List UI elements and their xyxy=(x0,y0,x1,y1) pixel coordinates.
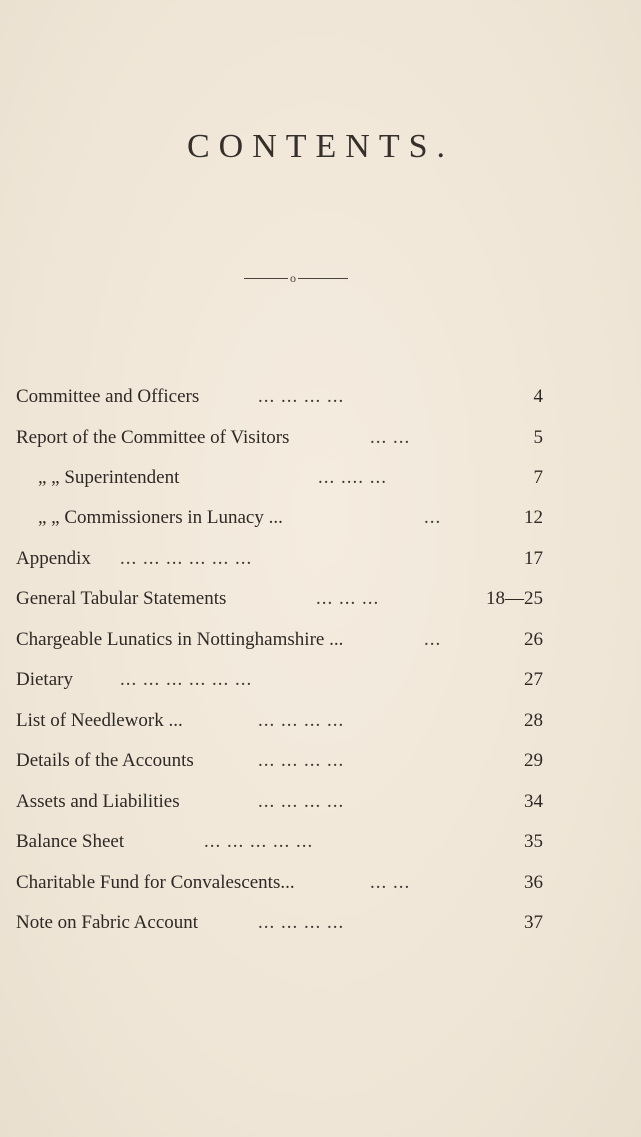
toc-entry-general-tabular xyxy=(0,584,641,614)
toc-leader-dots: ... ... ... ... ... ... xyxy=(120,669,253,690)
toc-entry-label: Balance Sheet xyxy=(16,831,125,852)
toc-entry-accounts xyxy=(0,746,641,776)
toc-page-number: 18—25 xyxy=(486,588,543,609)
toc-page-number: 5 xyxy=(533,427,543,448)
toc-page-number: 4 xyxy=(533,386,543,407)
divider-line-left xyxy=(244,278,288,279)
toc-leader-dots: ... .... ... xyxy=(318,467,387,488)
toc-entry-committee xyxy=(0,382,641,412)
toc-page-number: 34 xyxy=(524,791,543,812)
toc-entry-label: Charitable Fund for Convalescents... xyxy=(16,872,295,893)
toc-entry-label: „ „ Superintendent xyxy=(38,467,180,488)
toc-entry-label: Committee and Officers xyxy=(16,386,200,407)
toc-leader-dots: ... ... ... ... ... ... xyxy=(120,548,253,569)
toc-entry-needlework xyxy=(0,706,641,736)
toc-page-number: 26 xyxy=(524,629,543,650)
toc-entry-label: Assets and Liabilities xyxy=(16,791,180,812)
toc-entry-dietary xyxy=(0,665,641,695)
toc-entry-label: „ „ Commissioners in Lunacy ... xyxy=(38,507,283,528)
toc-page-number: 29 xyxy=(524,750,543,771)
toc-page-number: 17 xyxy=(524,548,543,569)
toc-leader-dots: ... ... ... ... xyxy=(258,750,345,771)
toc-entry-label: Report of the Committee of Visitors xyxy=(16,427,290,448)
toc-leader-dots: ... ... xyxy=(370,427,411,448)
toc-entry-label: Appendix xyxy=(16,548,91,569)
toc-page-number: 7 xyxy=(533,467,543,488)
toc-leader-dots: ... ... ... ... xyxy=(258,912,345,933)
toc-entry-label: General Tabular Statements xyxy=(16,588,227,609)
toc-entry-superintendent xyxy=(0,463,641,493)
toc-entry-balance-sheet xyxy=(0,827,641,857)
toc-page-number: 35 xyxy=(524,831,543,852)
toc-page-number: 36 xyxy=(524,872,543,893)
page-title: CONTENTS. xyxy=(186,128,455,165)
toc-leader-dots: ... ... ... ... xyxy=(258,710,345,731)
toc-leader-dots: ... ... xyxy=(370,872,411,893)
toc-leader-dots: ... xyxy=(424,629,442,650)
title-divider xyxy=(244,272,348,284)
toc-entry-fabric-account xyxy=(0,908,641,938)
divider-ornament: o xyxy=(290,271,296,285)
toc-leader-dots: ... xyxy=(424,507,442,528)
toc-page-number: 27 xyxy=(524,669,543,690)
toc-entry-label: Note on Fabric Account xyxy=(16,912,199,933)
toc-page-number: 12 xyxy=(524,507,543,528)
toc-page-number: 37 xyxy=(524,912,543,933)
toc-leader-dots: ... ... ... xyxy=(316,588,380,609)
toc-page-number: 28 xyxy=(524,710,543,731)
toc-entry-assets xyxy=(0,787,641,817)
toc-entry-appendix xyxy=(0,544,641,574)
toc-entry-label: Dietary xyxy=(16,669,73,690)
toc-entry-report-visitors xyxy=(0,423,641,453)
toc-leader-dots: ... ... ... ... xyxy=(258,791,345,812)
toc-entry-label: Chargeable Lunatics in Nottinghamshire ... xyxy=(16,629,344,650)
toc-entry-label: List of Needlework ... xyxy=(16,710,183,731)
toc-leader-dots: ... ... ... ... xyxy=(258,386,345,407)
toc-leader-dots: ... ... ... ... ... xyxy=(204,831,314,852)
toc-entry-chargeable-lunatics xyxy=(0,625,641,655)
toc-entry-commissioners xyxy=(0,503,641,533)
divider-line-right xyxy=(298,278,348,279)
toc-entry-charitable-fund xyxy=(0,868,641,898)
toc-entry-label: Details of the Accounts xyxy=(16,750,194,771)
